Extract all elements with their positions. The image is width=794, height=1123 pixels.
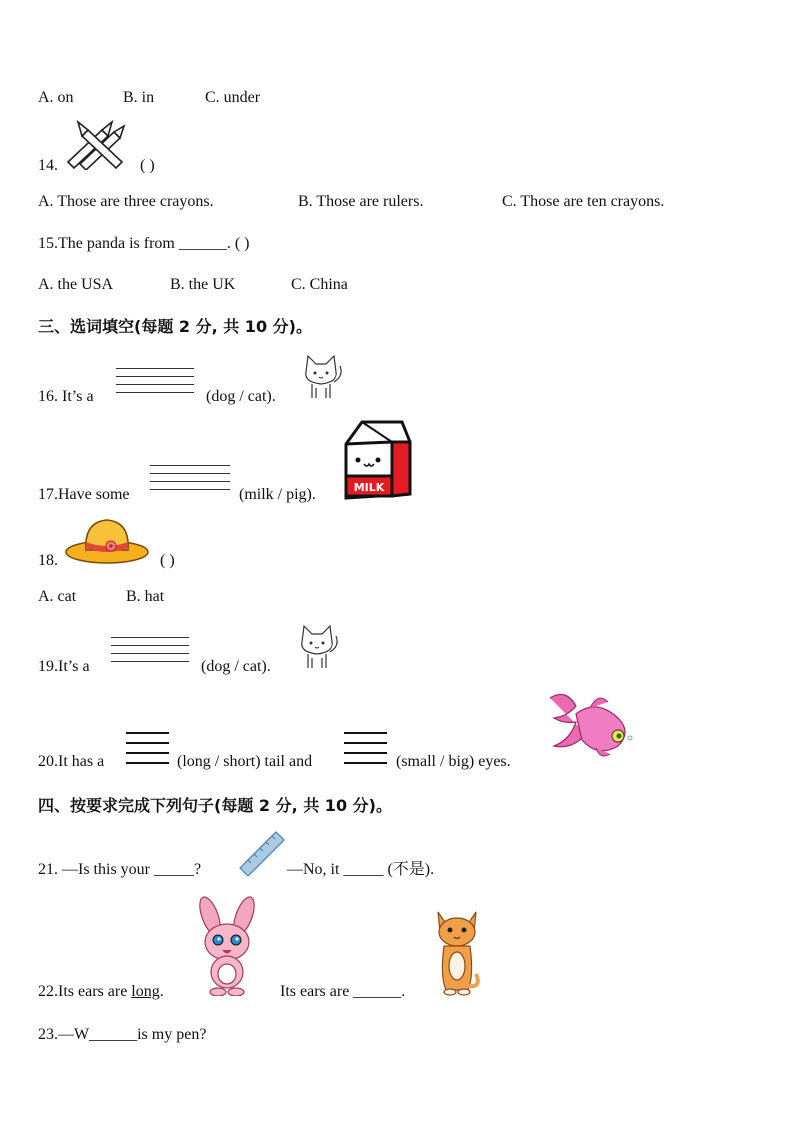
rabbit-icon — [190, 896, 264, 996]
question-prefix: 22.Its ears are — [38, 983, 128, 1000]
question-number: 18. — [38, 552, 58, 569]
word-choices: (dog / cat). — [201, 658, 271, 675]
question-prefix: 19.It’s a — [38, 658, 90, 675]
question-text: 21. —Is this your _____? — [38, 861, 202, 878]
word-choices: (long / short) tail and — [177, 753, 313, 770]
answer-lines[interactable] — [111, 637, 189, 669]
answer-paren: ( ) — [160, 552, 175, 569]
milk-carton-icon — [340, 418, 414, 500]
section-title: 四、按要求完成下列句子(每题 2 分, 共 10 分)。 — [38, 796, 392, 815]
cat-icon — [296, 622, 340, 670]
question-text — [38, 982, 164, 1002]
option-a: A. the USA — [38, 276, 114, 293]
carton-label: MILK — [353, 481, 385, 494]
option-a: A. Those are three crayons. — [38, 193, 214, 210]
option-c: C. Those are ten crayons. — [502, 193, 665, 210]
ruler-icon — [236, 830, 286, 876]
option-b: B. the UK — [170, 276, 236, 293]
word-choices: (dog / cat). — [206, 388, 276, 405]
answer-lines[interactable] — [150, 465, 230, 497]
section-title: 三、选词填空(每题 2 分, 共 10 分)。 — [38, 317, 312, 336]
option-b: B. Those are rulers. — [298, 193, 424, 210]
question-text: 15.The panda is from ______. ( ) — [38, 235, 250, 252]
option-a: A. on — [38, 89, 74, 106]
question-text: 23.—W______is my pen? — [38, 1026, 207, 1043]
underlined-word: long — [131, 983, 160, 1000]
answer-text: —No, it _____ (不是). — [287, 861, 435, 878]
question-prefix: 16. It’s a — [38, 388, 94, 405]
option-b: B. hat — [126, 588, 165, 605]
sun-hat-icon — [64, 516, 150, 566]
question-prefix: 20.It has a — [38, 753, 105, 770]
cat-cartoon-icon — [432, 906, 482, 998]
option-a: A. cat — [38, 588, 77, 605]
crossed-crayons-icon — [62, 118, 130, 170]
answer-paren: ( ) — [140, 157, 155, 174]
option-c: C. under — [205, 89, 261, 106]
answer-lines[interactable] — [344, 732, 387, 772]
cat-icon — [300, 352, 344, 400]
option-c: C. China — [291, 276, 348, 293]
goldfish-icon — [546, 688, 636, 764]
answer-text: Its ears are ______. — [280, 983, 406, 1000]
question-prefix: 17.Have some — [38, 486, 130, 503]
answer-lines[interactable] — [116, 368, 194, 400]
question-number: 14. — [38, 157, 58, 174]
word-choices: (milk / pig). — [239, 486, 316, 503]
word-choices: (small / big) eyes. — [396, 753, 511, 770]
answer-lines[interactable] — [126, 732, 169, 772]
period: . — [159, 983, 164, 1000]
option-b: B. in — [123, 89, 155, 106]
